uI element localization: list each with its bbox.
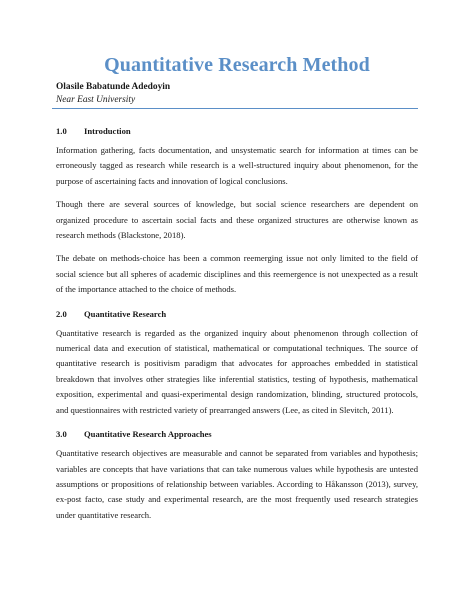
- paragraph: Quantitative research objectives are measurable and cannot be separated from variables and hypothesis; variables are concepts that have variations that can take numerous values while hypothesis are untested assumptions or propositions of relationship between variables. According to Håkansson (2013), survey, ex-post facto, case study and experimental research, are the most frequently used research strategies under quantitative research.: [56, 448, 418, 520]
- section-title: Quantitative Research: [84, 308, 167, 319]
- document-body: [56, 126, 418, 531]
- paragraph: Though there are several sources of knowledge, but social science researchers are dependent on organized procedure to ascertain social facts and these organized structures are otherwise known as research methods (Blackstone, 2018).: [56, 199, 418, 241]
- section-heading: [56, 126, 418, 137]
- paragraph: Information gathering, facts documentation, and unsystematic search for information at times can be erroneously tagged as research while research is a well-structured inquiry about phenomenon, for the purpose of ascertaining facts and innovation of logical conclusions.: [56, 145, 418, 186]
- section-title: Introduction: [84, 126, 131, 136]
- section-quantitative-research: [56, 309, 418, 418]
- section-heading: [56, 429, 418, 440]
- document-title: Quantitative Research Method: [104, 54, 370, 76]
- section-introduction: [56, 126, 418, 298]
- section-title: Quantitative Research Approaches: [84, 429, 212, 440]
- section-number: 3.0: [56, 429, 67, 440]
- section-quantitative-approaches: [56, 429, 418, 523]
- author-affiliation: Near East University: [56, 95, 136, 105]
- paragraph: Quantitative research is regarded as the organized inquiry about phenomenon through collection of numerical data and execution of statistical, mathematical or computational techniques. The source of quantitative research is positivism paradigm that advocates for approaches embedded in statistical breakdown that involves other strategies like inferential statistics, testing of hypothesis, mathematical exposition, experimental and quasi-experimental design randomization, blinding, structured protocols, and questionnaires with restricted variety of prearranged answers (Lee, as cited in Slevitch, 2011).: [56, 327, 418, 415]
- section-number: 1.0: [56, 126, 67, 136]
- section-number: 2.0: [56, 308, 67, 319]
- author-name: Olasile Babatunde Adedoyin: [56, 82, 171, 92]
- paragraph: The debate on methods-choice has been a common reemerging issue not only limited to the field of social science but all spheres of academic disciplines and this reemergence is not unexpected as a result of the importance attached to the choice of methods.: [56, 253, 418, 295]
- header-divider: [52, 108, 418, 109]
- section-heading: [56, 309, 418, 320]
